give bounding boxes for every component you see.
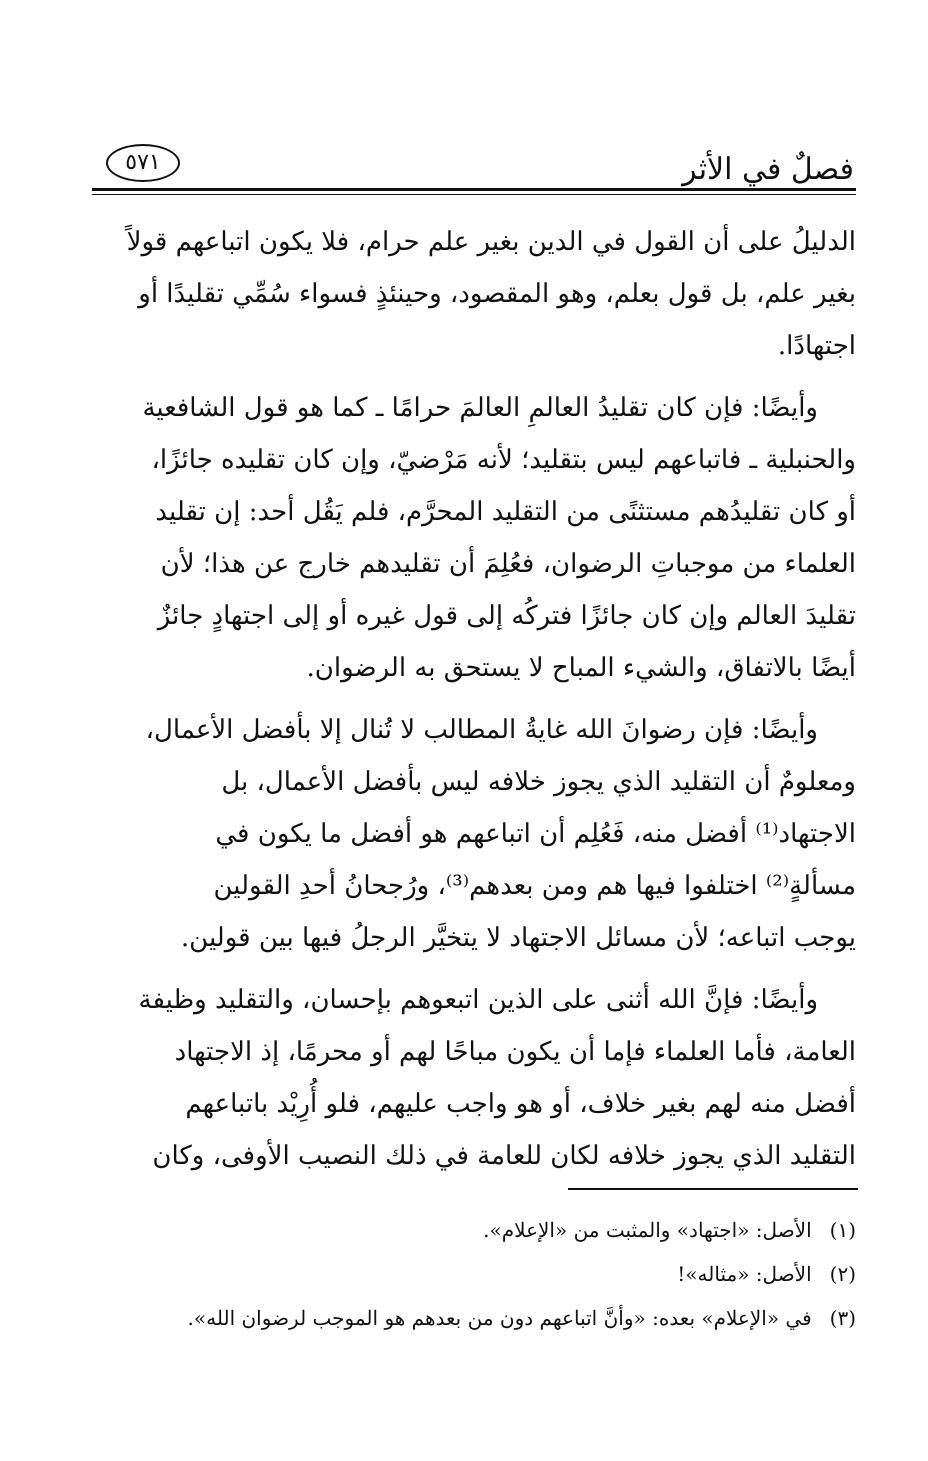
paragraph (92, 382, 856, 694)
text-line: يوجب اتباعه؛ لأن مسائل الاجتهاد لا يتخيَّر الرجلُ فيها بين قولين. (180, 923, 856, 953)
paragraph (92, 216, 856, 372)
page-number: ٥٧١ (125, 150, 161, 175)
footnote-marker: (٣) (829, 1306, 856, 1330)
text-line: الاجتهاد⁽¹⁾ أفضل منه، فَعُلِم أن اتباعهم هو أفضل ما يكون في (215, 819, 856, 849)
text-line: وأيضًا: فإن رضوانَ الله غايةُ المطالب لا تُنال إلا بأفضل الأعمال، (145, 715, 818, 745)
main-text (92, 216, 856, 1182)
running-title: فصلٌ في الأثر (682, 152, 854, 187)
footnote (96, 1252, 856, 1296)
footnote-separator (568, 1188, 858, 1190)
paragraph (92, 974, 856, 1182)
text-line: العلماء من موجباتِ الرضوان، فعُلِمَ أن تقليدهم خارج عن هذا؛ لأن (160, 549, 856, 579)
header-rule-thin (92, 194, 856, 195)
text-line: الدليلُ على أن القول في الدين بغير علم حرام، فلا يكون اتباعهم قولاً (126, 227, 856, 257)
text-line: بغير علم، بل قول بعلم، وهو المقصود، وحينئذٍ فسواء سُمِّي تقليدًا أو (138, 279, 856, 309)
text-line: أو كان تقليدُهم مستثنًى من التقليد المحرَّم، فلم يَقُل أحد: إن تقليد (155, 497, 856, 527)
footnote (96, 1208, 856, 1252)
text-line: العامة، فأما العلماء فإما أن يكون مباحًا لهم أو محرمًا، إذ الاجتهاد (174, 1037, 856, 1067)
text-line: وأيضًا: فإن كان تقليدُ العالمِ العالمَ حرامًا ـ كما هو قول الشافعية (142, 393, 818, 423)
text-line: أفضل منه لهم بغير خلاف، أو هو واجب عليهم، فلو أُرِيْد باتباعهم (185, 1089, 856, 1119)
footnote-text: الأصل: «مثاله»! (677, 1262, 812, 1286)
header-rule-thick (92, 188, 856, 191)
footnote-marker: (٢) (829, 1262, 856, 1286)
text-line: تقليدَ العالم وإن كان جائزًا فتركُه إلى قول غيره أو إلى اجتهادٍ جائزٌ (157, 601, 856, 631)
footnote-text: في «الإعلام» بعده: «وأنَّ اتباعهم دون من بعدهم هو الموجب لرضوان الله». (187, 1306, 812, 1330)
text-line: وأيضًا: فإنَّ الله أثنى على الذين اتبعوهم بإحسان، والتقليد وظيفة (138, 985, 818, 1015)
text-line: والحنبلية ـ فاتباعهم ليس بتقليد؛ لأنه مَرْضيّ، وإن كان تقليده جائزًا، (151, 445, 856, 475)
footnotes (96, 1208, 856, 1340)
text-line: مسألةٍ⁽²⁾ اختلفوا فيها هم ومن بعدهم⁽³⁾، ورُجحانُ أحدِ القولين (213, 871, 856, 901)
page-number-badge (106, 144, 180, 182)
text-line: ومعلومٌ أن التقليد الذي يجوز خلافه ليس بأفضل الأعمال، بل (221, 767, 856, 797)
footnote-text: الأصل: «اجتهاد» والمثبت من «الإعلام». (483, 1218, 812, 1242)
text-line: التقليد الذي يجوز خلافه لكان للعامة في ذلك النصيب الأوفى، وكان (152, 1141, 856, 1171)
footnote-marker: (١) (829, 1218, 856, 1242)
footnote (96, 1296, 856, 1340)
text-line: أيضًا بالاتفاق، والشيء المباح لا يستحق به الرضوان. (306, 653, 856, 683)
paragraph (92, 704, 856, 964)
text-line: اجتهادًا. (777, 331, 856, 361)
